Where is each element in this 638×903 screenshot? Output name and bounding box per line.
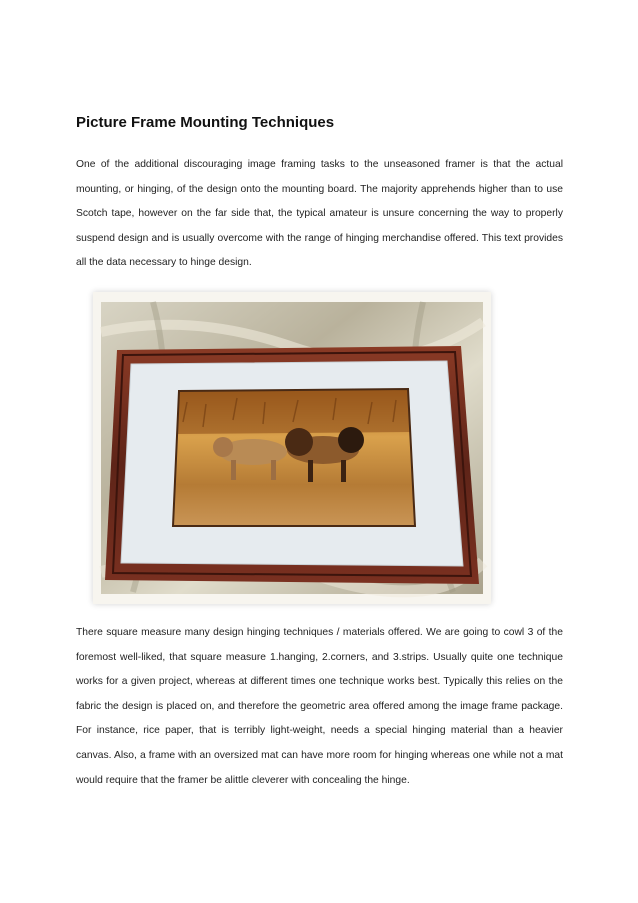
- paragraph-techniques: There square measure many design hinging techniques / materials offered. We are going to cowl 3 of the foremost well-liked, that square measure 1.hanging, 2.corners, and 3.strips. Usually quite one technique works for a given project, whereas at different times one technique works best. Typically this relies on the fabric the design is placed on, and therefore the geometric area offered among the image frame package. For instance, rice paper, that is terribly light-weight, needs a special hinging material than a heavier canvas. Also, a frame with an oversized mat can have more room for hinging whereas one while not a mat would require that the framer be alittle cleverer with concealing the hinge.: [76, 627, 563, 786]
- lion-photo: [173, 389, 415, 526]
- framed-photo: [93, 292, 491, 604]
- document-title: Picture Frame Mounting Techniques: [76, 114, 335, 131]
- paragraph-intro: One of the additional discouraging image framing tasks to the unseasoned framer is that the actual mounting, or hinging, of the design onto the mounting board. The majority apprehends higher than to use Scotch tape, however on the far side that, the typical amateur is unsure concerning the way to properly suspend design and is usually overcome with the range of hinging merchandise offered. This text provides all the data necessary to hinge design.: [76, 159, 563, 269]
- framed-lions-illustration: [93, 292, 491, 604]
